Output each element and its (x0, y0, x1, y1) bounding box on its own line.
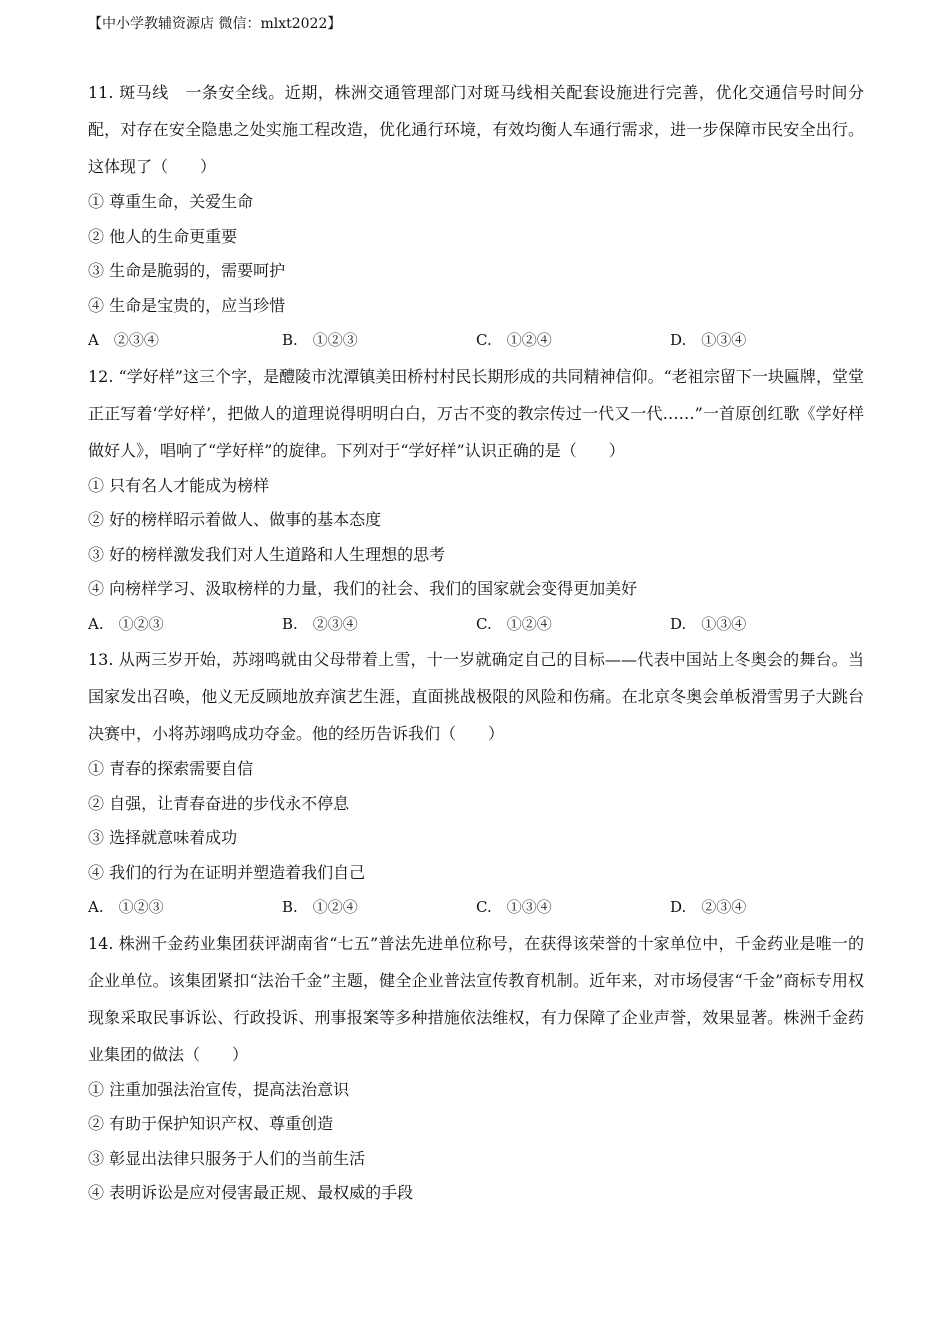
question-stem: 14. 株洲千金药业集团获评湖南省“七五”普法先进单位称号，在获得该荣誉的十家单位中，千金药业是唯一的企业单位。该集团紧扣“法治千金”主题，健全企业普法宣传教育机制。近年来，对市场侵害“千金”商标专用权现象采取民事诉讼、行政投诉、刑事报案等多种措施依法维权，有力保障了企业声誉，效果显著。株洲千金药业集团的做法（ ） (88, 933, 864, 1064)
statement-4: ④ 我们的行为在证明并塑造着我们自己 (88, 862, 366, 882)
option-b: B. ①②③ (282, 331, 358, 349)
option-a: A. ①②③ (88, 898, 164, 916)
statement-3: ③ 好的榜样激发我们对人生道路和人生理想的思考 (88, 544, 446, 564)
question-12 (88, 358, 881, 642)
question-stem: 12. “学好样”这三个字，是醴陵市沈潭镇美田桥村村民长期形成的共同精神信仰。“老祖宗留下一块匾牌，堂堂正正写着‘学好样’，把做人的道理说得明明白白，万古不变的教宗传过一代又一代……”一首原创红歌《学好样 做好人》，唱响了“学好样”的旋律。下列对于“学好样”认识正确的是（ ） (88, 366, 881, 460)
statement-2: ② 有助于保护知识产权、尊重创造 (88, 1114, 334, 1133)
statement-4: ④ 表明诉讼是应对侵害最正规、最权威的手段 (88, 1183, 414, 1202)
statement-2: ② 好的榜样昭示着做人、做事的基本态度 (88, 510, 382, 529)
statement-2: ② 自强，让青春奋进的步伐永不停息 (88, 793, 350, 813)
option-a: A ②③④ (88, 331, 159, 349)
statement-1: ① 只有名人才能成为榜样 (88, 475, 270, 495)
statement-3: ③ 选择就意味着成功 (88, 828, 238, 847)
question-stem: 11. 斑马线 一条安全线。近期，株洲交通管理部门对斑马线相关配套设施进行完善，优化交通信号时间分配，对存在安全隐患之处实施工程改造，优化通行环境，有效均衡人车通行需求，进一步保障市民安全出行。这体现了（ ） (88, 83, 864, 176)
question-11 (88, 74, 864, 358)
option-b: B. ②③④ (282, 614, 358, 633)
statement-1: ① 尊重生命，关爱生命 (88, 192, 254, 211)
statement-4: ④ 向榜样学习、汲取榜样的力量，我们的社会、我们的国家就会变得更加美好 (88, 579, 638, 598)
option-c: C. ①②④ (476, 331, 552, 349)
statement-3: ③ 彰显出法律只服务于人们的当前生活 (88, 1148, 366, 1168)
document-body (88, 74, 881, 1211)
question-14 (88, 925, 864, 1211)
option-d: D. ②③④ (670, 898, 747, 916)
answer-options (88, 890, 864, 925)
option-d: D. ①③④ (670, 614, 747, 633)
page-header: 【中小学教辅资源店 微信：mlxt2022】 (88, 16, 342, 32)
statement-4: ④ 生命是宝贵的，应当珍惜 (88, 295, 286, 315)
option-a: A. ①②③ (88, 614, 164, 633)
option-c: C. ①③④ (476, 898, 552, 916)
statement-1: ① 青春的探索需要自信 (88, 759, 254, 778)
answer-options (88, 323, 864, 358)
statement-2: ② 他人的生命更重要 (88, 226, 238, 246)
question-13 (88, 641, 864, 925)
answer-options (88, 607, 864, 642)
question-stem: 13. 从两三岁开始，苏翊鸣就由父母带着上雪，十一岁就确定自己的目标——代表中国站上冬奥会的舞台。当国家发出召唤，他义无反顾地放弃演艺生涯，直面挑战极限的风险和伤痛。在北京冬奥会单板滑雪男子大跳台决赛中，小将苏翊鸣成功夺金。他的经历告诉我们（ ） (88, 650, 864, 743)
option-b: B. ①②④ (282, 898, 358, 916)
statement-3: ③ 生命是脆弱的，需要呵护 (88, 261, 286, 280)
statement-1: ① 注重加强法治宣传，提高法治意识 (88, 1079, 350, 1099)
option-d: D. ①③④ (670, 331, 747, 349)
option-c: C. ①②④ (476, 614, 552, 633)
